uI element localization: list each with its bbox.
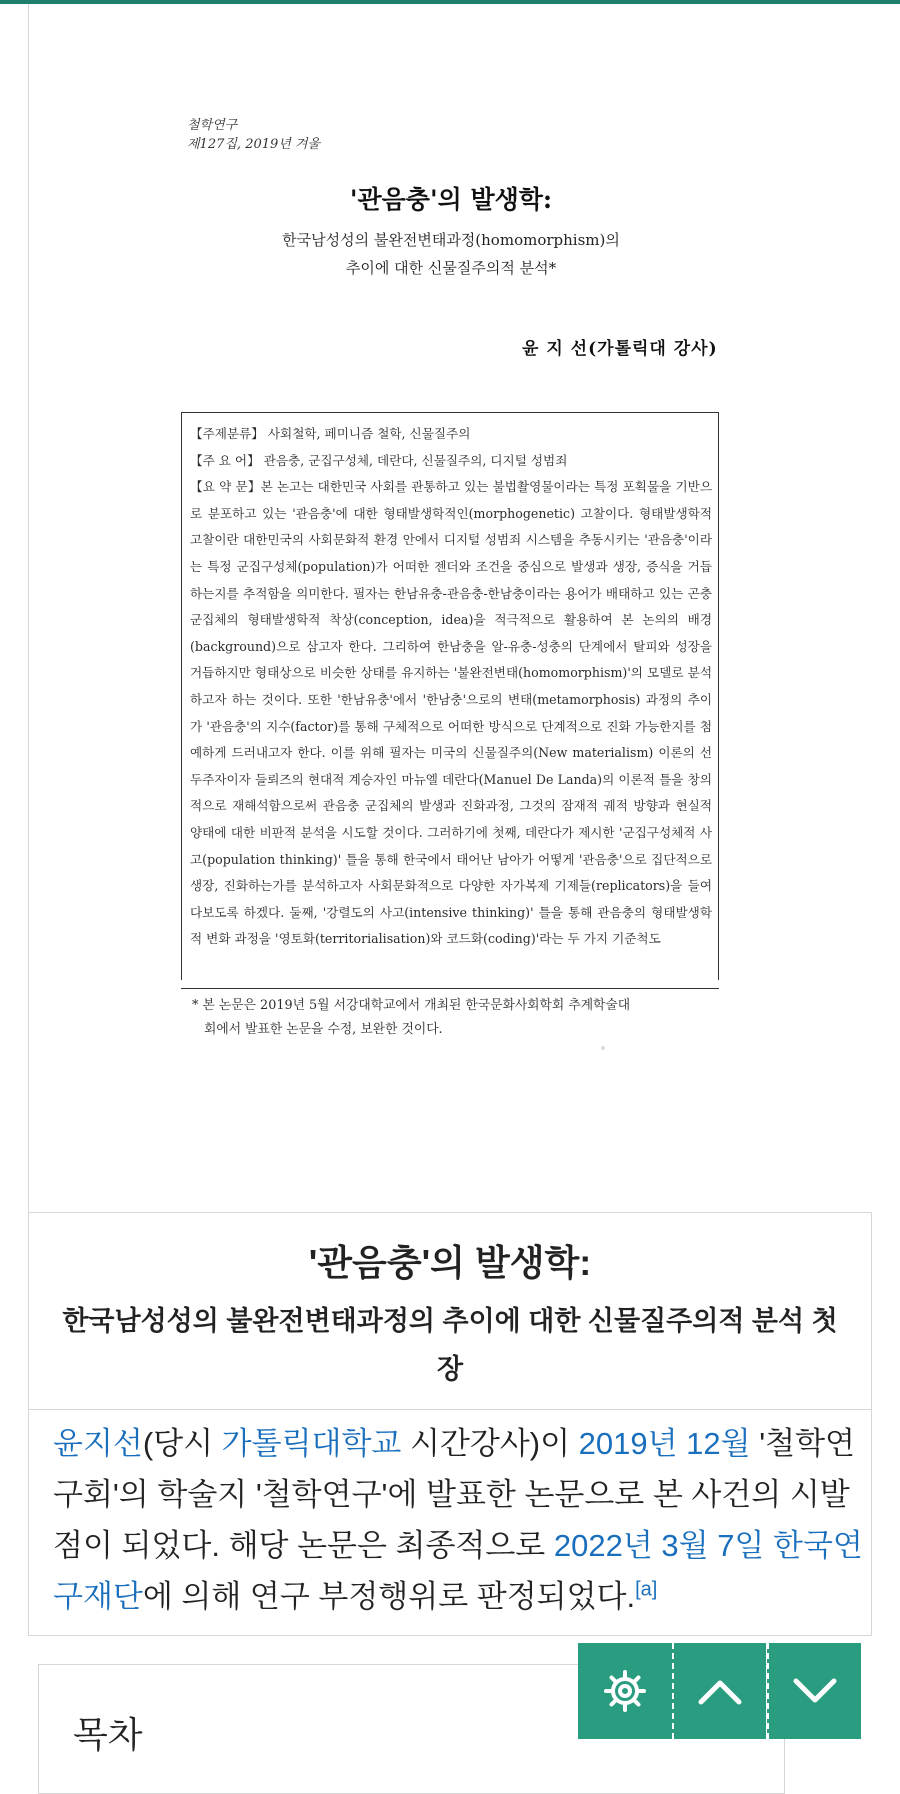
caption-subtitle: 한국남성성의 불완전변태과정의 추이에 대한 신물질주의적 분석 첫 장	[62, 1306, 838, 1384]
journal-issue: 제127집, 2019년 겨울	[187, 137, 321, 152]
floating-toolbar	[578, 1643, 862, 1739]
link-university[interactable]: 가톨릭대학교	[221, 1426, 402, 1461]
paper-footnote-line-2: 회에서 발표한 논문을 수정, 보완한 것이다.	[204, 1022, 443, 1037]
article-paragraph	[53, 1418, 863, 1622]
abstract-summary	[190, 479, 712, 946]
abstract-subject-value: 사회철학, 페미니즘 철학, 신물질주의	[267, 426, 471, 441]
journal-info	[187, 116, 320, 154]
text-fragment-4	[764, 1528, 773, 1563]
abstract-box	[181, 412, 719, 980]
scroll-up-button[interactable]	[672, 1643, 766, 1739]
abstract-subject-row	[190, 421, 712, 448]
caption-title: '관음충'의 발생학:	[308, 1242, 592, 1283]
link-author[interactable]: 윤지선	[53, 1426, 143, 1461]
link-research-foundation[interactable]: 한국연구재단	[53, 1528, 863, 1614]
chevron-down-icon	[792, 1676, 838, 1706]
paper-footnote-line-1: * 본 논문은 2019년 5월 서강대학교에서 개최된 한국문화사회학회 추계학술대	[192, 998, 631, 1013]
paper-author: 윤 지 선(가톨릭대 강사)	[522, 339, 718, 359]
settings-button[interactable]	[578, 1643, 672, 1739]
paper-scan-image[interactable]	[30, 4, 872, 1212]
paper-subtitle-line-2: 추이에 대한 신물질주의적 분석*	[345, 259, 557, 277]
article-figure	[28, 4, 872, 1636]
text-fragment-1: (당시	[142, 1426, 222, 1461]
paper-title: '관음충'의 발생학:	[349, 185, 553, 214]
journal-name: 철학연구	[187, 118, 238, 133]
abstract-subject-label: 【주제분류】	[190, 426, 264, 441]
abstract-summary-text: 본 논고는 대한민국 사회를 관통하고 있는 불법촬영물이라는 특정 포획물을 기반으로 분포하고 있는 '관음충'에 대한 형태발생학적인(morphogenetic) 고찰이다. 형태발생학적 고찰이란 대한민국의 사회문화적 환경 안에서 디지털 성범죄 시스템을 추동시키는 '관음충'이라는 특정 군집구성체(population)가 어떠한 젠더와 조건을 중심으로 발생과 생장, 증식을 거듭하는지를 추적함을 의미한다. 필자는 한남유충-관음충-한남충이라는 용어가 배태하고 있는 곤충 군집체의 형태발생학적 착상(conception, idea)을 적극적으로 활용하여 본 논의의 배경(background)으로 삼고자 한다. 그리하여 한남충을 알-유충-성충의 단계에서 탈피와 성장을 거듭하지만 형태상으로 비슷한 상태를 유지하는 '불완전변태(homomorphism)'의 모델로 분석하고자 하는 것이다. 또한 '한남유충'에서 '한남충'으로의 변태(metamorphosis) 과정의 추이가 '관음충'의 지수(factor)를 통해 구체적으로 어떠한 방식으로 단계적으로 진화 가능한지를 첨예하게 드러내고자 한다. 이를 위해 필자는 미국의 신물질주의(New materialism) 이론의 선두주자이자 들뢰즈의 현대적 계승자인 마뉴엘 데란다(Manuel De Landa)의 이론적 틀을 창의적으로 재해석함으로써 관음충 군집체의 발생과 진화과정, 그것의 잠재적 궤적 방향과 현실적 양태에 대한 비판적 분석을 시도할 것이다. 그러하기에 첫째, 데란다가 제시한 '군집구성체적 사고(population thinking)' 틀을 통해 한국에서 태어난 남아가 어떻게 '관음충'으로 집단적으로 생장, 진화하는가를 분석하고자 사회문화적으로 다양한 자가복제 기제들(replicators)을 들여다보도록 하겠다. 둘째, '강렬도의 사고(intensive thinking)' 틀을 통해 관음충의 형태발생학적 변화 과정을 '영토화(territorialisation)와 코드화(coding)'라는 두 가지 기준척도	[190, 479, 712, 947]
paper-subtitle	[30, 226, 872, 282]
abstract-keywords-label: 【주 요 어】	[190, 452, 260, 468]
text-fragment-3: '철학연구회'의 학술지 '철학연구'에 발표한 논문으로 본 사건의 시발점이 되었다. 해당 논문은 최종적으로	[53, 1426, 855, 1563]
abstract-summary-label: 【요 약 문】	[190, 479, 261, 495]
abstract-keywords-row	[190, 448, 712, 475]
text-fragment-5: 에 의해 연구 부정행위로 판정되었다.	[142, 1579, 636, 1614]
chevron-up-icon	[697, 1676, 743, 1706]
footnote-ref-a[interactable]: [a]	[635, 1578, 658, 1601]
paper-footnote	[192, 994, 752, 1042]
toc-title: 목차	[73, 1714, 143, 1755]
scan-speck	[601, 1046, 605, 1050]
figure-caption	[29, 1212, 871, 1410]
footnote-divider	[181, 988, 719, 989]
scroll-down-button[interactable]	[767, 1643, 861, 1739]
text-fragment-2: 시간강사)이	[401, 1426, 579, 1461]
paper-subtitle-line-1: 한국남성성의 불완전변태과정(homomorphism)의	[282, 231, 620, 249]
link-date-march-2022[interactable]: 2022년 3월 7일	[553, 1528, 765, 1563]
abstract-keywords-value: 관음충, 군집구성체, 데란다, 신물질주의, 디지털 성범죄	[263, 452, 568, 468]
gear-icon	[602, 1668, 648, 1714]
link-date-december-2019[interactable]: 2019년 12월	[578, 1426, 751, 1461]
